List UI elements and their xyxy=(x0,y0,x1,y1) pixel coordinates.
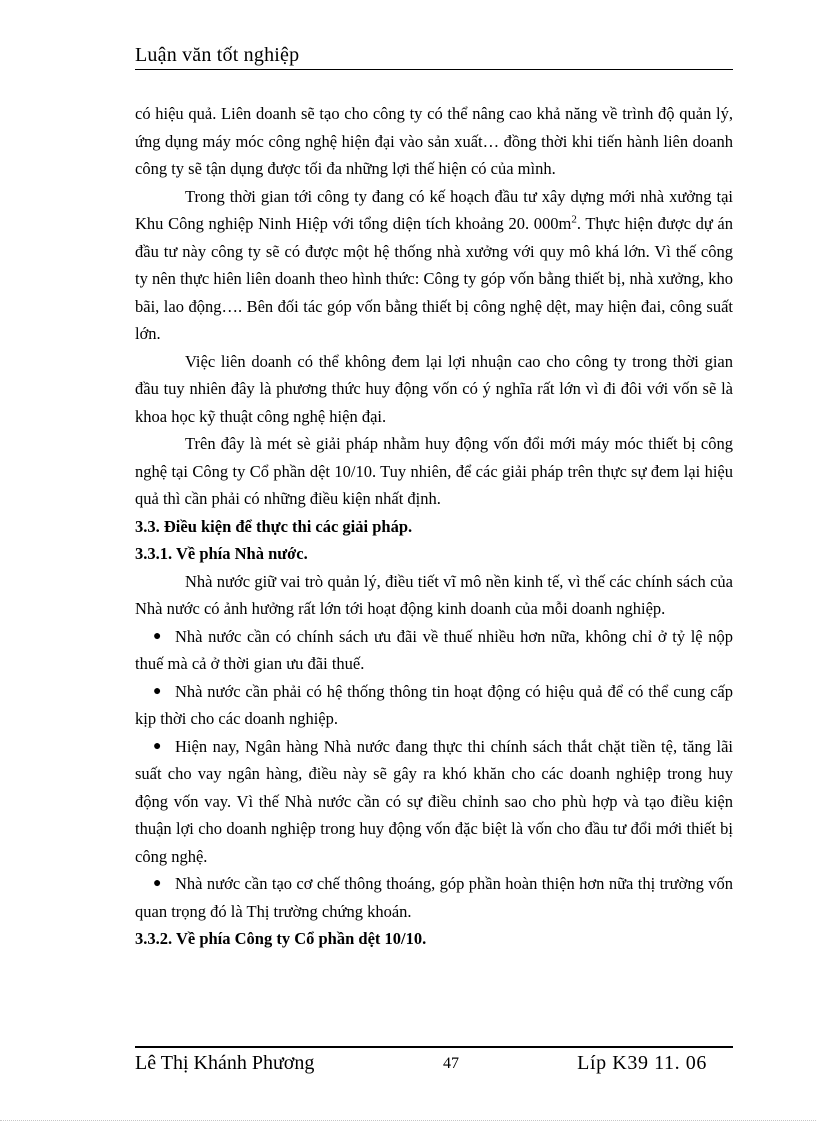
section-heading: 3.3. Điều kiện để thực thi các giải pháp. xyxy=(135,516,413,536)
footer-author: Lê Thị Khánh Phương xyxy=(135,1052,315,1074)
bullet-item xyxy=(135,870,733,925)
paragraph xyxy=(135,183,733,348)
document-body xyxy=(135,100,733,953)
footer-class: Líp K39 11. 06 xyxy=(577,1052,707,1074)
paragraph: Việc liên doanh có thể không đem lại lợi nhuận cao cho công ty trong thời gian đầu tuy nhiên đây là phương thức huy động vốn có ý nghĩa rất lớn vì đi đôi với vốn sẽ là khoa học kỹ thuật công nghệ hiện đại. xyxy=(135,351,733,426)
bullet-icon: ● xyxy=(153,683,162,699)
paragraph: có hiệu quả. Liên doanh sẽ tạo cho công ty có thể nâng cao khả năng về trình độ quản lý, ứng dụng máy móc công nghệ hiện đại vào sản xuất… đồng thời khi tiến hành liên doanh công ty sẽ tận dụng được tối đa những lợi thế hiện có của mình. xyxy=(135,104,733,178)
paragraph-text: Trong thời gian tới công ty đang có kế hoạch đầu tư xây dựng mới nhà xưởng tại Khu Công nghiệp Ninh Hiệp với tổng diện tích khoảng 20. 000m xyxy=(135,186,733,233)
bullet-text: Hiện nay, Ngân hàng Nhà nước đang thực thi chính sách thắt chặt tiền tệ, tăng lãi suất cho vay ngân hàng, điều này sẽ gây ra khó khăn cho các doanh nghiệp trong huy động vốn vay. Vì thế Nhà nước cần có sự điều chỉnh sao cho phù hợp và tạo điều kiện thuận lợi cho doanh nghiệp trong huy động vốn đặc biệt là vốn cho đầu tư đổi mới thiết bị công nghệ. xyxy=(135,736,733,866)
bullet-item xyxy=(135,678,733,733)
subsection-heading: 3.3.1. Về phía Nhà nước. xyxy=(135,544,308,563)
running-footer xyxy=(135,1046,733,1080)
paragraph-text: . Thực hiện được dự án đầu tư này công ty sẽ có được một hệ thống nhà xưởng với quy mô khá lớn. Vì thế công ty nên thực hiên liên doanh theo hình thức: Công ty góp vốn bằng thiết bị, nhà xưởng, kho bãi, lao động…. Bên đối tác góp vốn bằng thiết bị công nghệ dệt, may hiện đai, công suất lớn. xyxy=(135,214,734,343)
paragraph: Nhà nước giữ vai trò quản lý, điều tiết vĩ mô nền kinh tế, vì thế các chính sách của Nhà nước có ảnh hưởng rất lớn tới hoạt động kinh doanh của mỗi doanh nghiệp. xyxy=(135,571,733,618)
bullet-text: Nhà nước cần có chính sách ưu đãi về thuế nhiều hơn nữa, không chỉ ở tỷ lệ nộp thuế mà cả ở thời gian ưu đãi thuế. xyxy=(135,626,733,673)
subsection-heading: 3.3.2. Về phía Công ty Cổ phần dệt 10/10. xyxy=(135,929,427,948)
paragraph: Trên đây là mét sè giải pháp nhằm huy động vốn đổi mới máy móc thiết bị công nghệ tại Công ty Cổ phần dệt 10/10. Tuy nhiên, để các giải pháp trên thực sự đem lại hiệu quả thì cần phải có những điều kiện nhất định. xyxy=(135,434,733,508)
bullet-icon: ● xyxy=(153,738,162,754)
bullet-text: Nhà nước cần tạo cơ chế thông thoáng, góp phần hoàn thiện hơn nữa thị trường vốn quan trọng đó là Thị trường chứng khoán. xyxy=(135,874,733,921)
superscript: 2 xyxy=(571,213,577,226)
bullet-item xyxy=(135,623,733,678)
bullet-icon: ● xyxy=(153,628,162,644)
bullet-item xyxy=(135,733,733,871)
header-title: Luận văn tốt nghiệp xyxy=(135,44,300,66)
bullet-icon: ● xyxy=(153,876,162,891)
running-header xyxy=(135,44,733,70)
page-edge-divider xyxy=(0,1120,816,1121)
bullet-text: Nhà nước cần phải có hệ thống thông tin hoạt động có hiệu quả để có thể cung cấp kịp thời cho các doanh nghiệp. xyxy=(135,681,733,728)
page-number: 47 xyxy=(443,1055,459,1072)
